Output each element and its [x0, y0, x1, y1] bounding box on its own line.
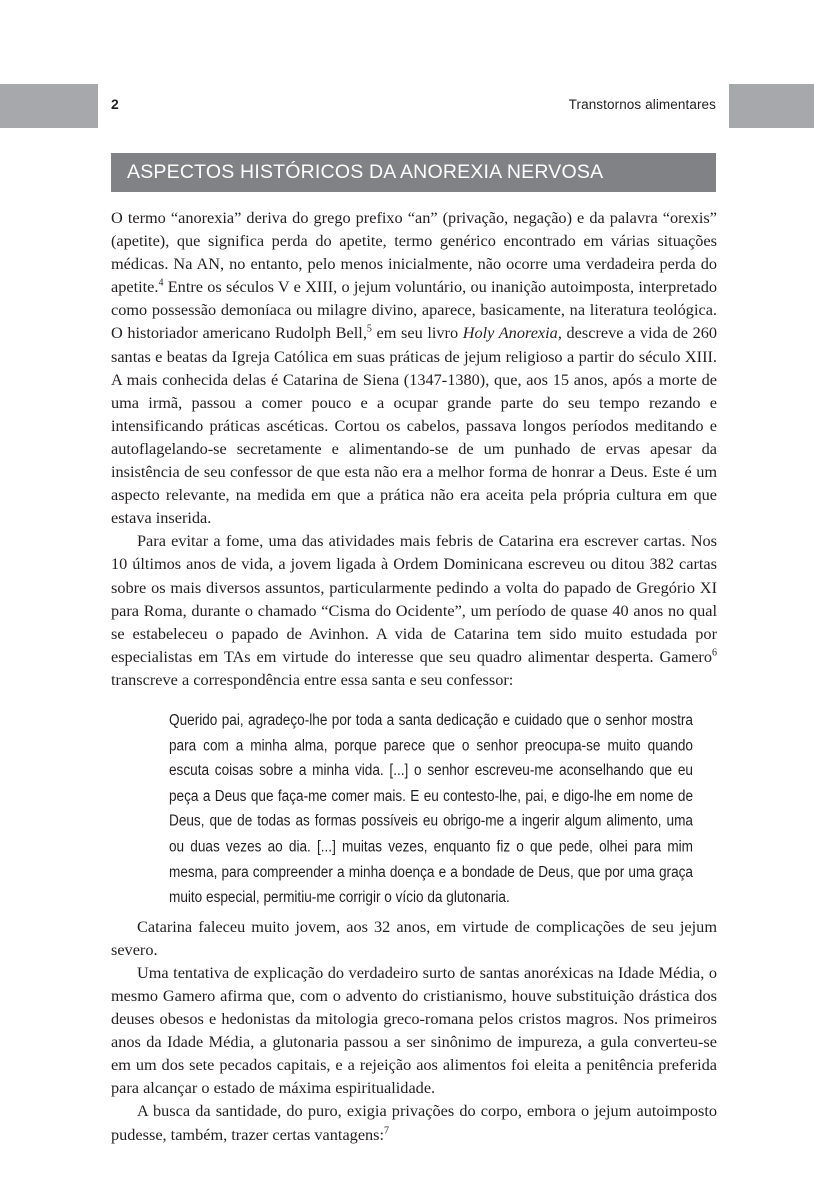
paragraph-2-text-a: Para evitar a fome, uma das atividades mais febris de Catarina era escrever cartas. Nos 10 últimos anos de vida, a jovem ligada à Ordem Dominicana escreveu ou ditou 382 cartas sobre os mais diversos assuntos, particularmente pedindo a volta do papado de Gregório XI para Roma, durante o chamado “Cisma do Ocidente”, um período de quase 40 anos no qual se estabeleceu o papado de Avinhon. A vida de Catarina tem sido muito estudada por especialistas em TAs em virtude do interesse que seu quadro alimentar desperta. Gamero — [111, 531, 717, 666]
body-column — [111, 206, 717, 1146]
header-decoration-right — [729, 84, 814, 128]
section-title: ASPECTOS HISTÓRICOS DA ANOREXIA NERVOSA — [127, 161, 604, 183]
paragraph-1 — [111, 206, 717, 529]
paragraph-1-text-d: , descreve a vida de 260 santas e beatas da Igreja Católica em suas práticas de jejum religioso a partir do século XIII. A mais conhecida delas é Catarina de Siena (1347-1380), que, aos 15 anos, após a morte de uma irmã, passou a comer pouco e a ocupar grande parte do seu tempo rezando e intensificando práticas ascéticas. Cortou os cabelos, passava longos períodos meditando e autoflagelando-se secretamente e alimentando-se de um punhado de ervas apesar da insistência de seu confessor de que esta não era a melhor forma de honrar a Deus. Este é um aspecto relevante, na medida em que a prática não era aceita pela própria cultura em que estava inserida. — [111, 323, 718, 528]
page-number: 2 — [111, 96, 119, 112]
running-head — [0, 84, 814, 128]
quote-spacer-top — [111, 691, 717, 708]
running-title: Transtornos alimentares — [568, 97, 716, 112]
paragraph-4: Uma tentativa de explicação do verdadeiro surto de santas anoréxicas na Idade Média, o mesmo Gamero afirma que, com o advento do cristianismo, houve substituição drástica dos deuses obesos e hedonistas da mitologia greco-romana pelos cristos magros. Nos primeiros anos da Idade Média, a glutonaria passou a ser sinônimo de impureza, a gula converteu-se em um dos sete pecados capitais, e a rejeição aos alimentos foi eleita a penitência preferida para alcançar o estado de máxima espiritualidade. — [111, 962, 717, 1098]
footnote-marker-4: 4 — [158, 277, 164, 289]
footnote-marker-6: 6 — [712, 647, 717, 659]
book-title: Holy Anorexia — [462, 323, 558, 343]
paragraph-3: Catarina faleceu muito jovem, aos 32 anos, em virtude de complicações de seu jejum severo. — [111, 916, 717, 959]
paragraph-2 — [111, 529, 717, 691]
paragraph-5-text: A busca da santidade, do puro, exigia privações do corpo, embora o jejum autoimposto pudesse, também, trazer certas vantagens: — [111, 1101, 717, 1144]
header-decoration-left — [0, 84, 98, 128]
footnote-marker-7: 7 — [384, 1125, 390, 1137]
paragraph-2-text-b: transcreve a correspondência entre essa santa e seu confessor: — [111, 669, 514, 689]
paragraph-1-text-a: O termo “anorexia” deriva do grego prefixo “an” (privação, negação) e da palavra “orexis” (apetite), que significa perda do apetite, termo genérico encontrado em várias situações médicas. Na AN, no entanto, pelo menos inicialmente, não ocorre uma verdadeira perda do apetite. — [111, 208, 717, 297]
paragraph-1-text-c: em seu livro — [371, 323, 463, 343]
paragraph-1-text-b: Entre os séculos V e XIII, o jejum voluntário, ou inanição autoimposta, interpretado como possessão demoníaca ou milagre divino, aparece, basicamente, na literatura teológica. O historiador americano Rudolph Bell, — [111, 277, 717, 343]
block-quote: Querido pai, agradeço-lhe por toda a santa dedicação e cuidado que o senhor mostra para com a minha alma, porque parece que o senhor preocupa-se muito quando escuta coisas sobre a minha vida. [...] o senhor escreveu-me aconselhando que eu peça a Deus que faça-me comer mais. E eu contesto-lhe, pai, e digo-lhe em nome de Deus, que de todas as formas possíveis eu obrigo-me a ingerir algum alimento, uma ou duas vezes ao dia. [...] muitas vezes, enquanto fiz o que pede, olhei para mim mesma, para compreender a minha doença e a bondade de Deus, que por uma graça muito especial, permitiu-me corrigir o vício da glutonaria. — [169, 711, 693, 906]
section-title-bar — [111, 153, 716, 192]
footnote-marker-5: 5 — [366, 324, 372, 336]
paragraph-5 — [111, 1099, 717, 1145]
